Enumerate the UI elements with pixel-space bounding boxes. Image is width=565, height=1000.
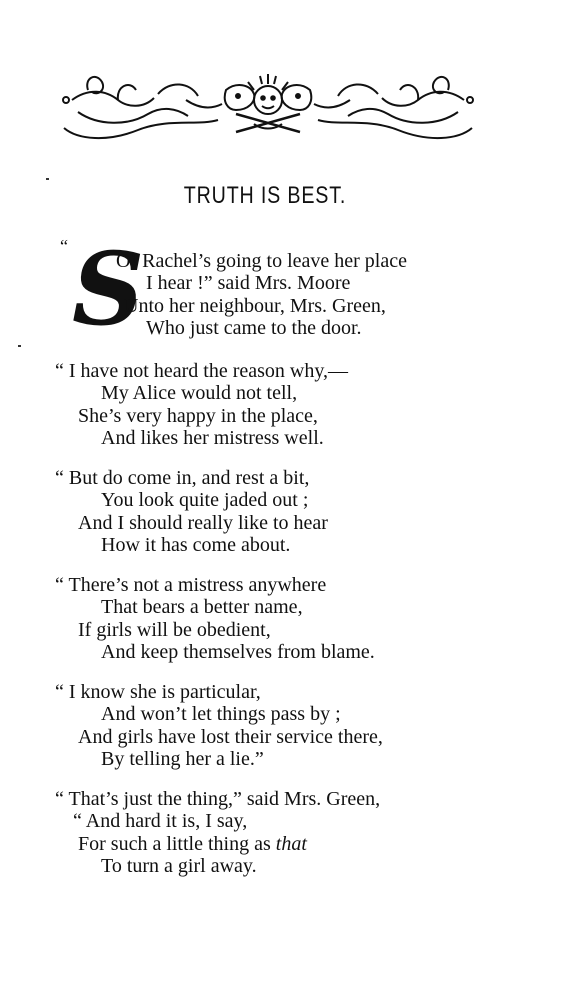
opening-quote: “ [60, 236, 68, 256]
poem-line: You look quite jaded out ; [101, 489, 309, 511]
poem-line: “ And hard it is, I say, [73, 810, 248, 832]
poem-line [78, 833, 307, 855]
poem-line: To turn a girl away. [101, 855, 257, 877]
dropcap-letter: S [72, 230, 145, 348]
dropcap-s [68, 230, 145, 348]
poem-line: “ I have not heard the reason why,— [55, 360, 349, 382]
poem-line-text: For such a little thing as [78, 833, 271, 855]
poem-line: And girls have lost their service there, [78, 726, 383, 748]
poem-line: “ I know she is particular, [55, 681, 261, 703]
poem-line: And keep themselves from blame. [101, 641, 375, 663]
speck [18, 345, 21, 347]
poem-line: Unto her neighbour, Mrs. Green, [124, 295, 386, 317]
poem-line: By telling her a lie.” [101, 748, 264, 770]
poem-line: Who just came to the door. [146, 317, 362, 339]
poem-title: TRUTH IS BEST. [183, 182, 347, 209]
poem-line: How it has come about. [101, 534, 291, 556]
poem-line: That bears a better name, [101, 596, 303, 618]
poem-line: “ There’s not a mistress anywhere [55, 574, 327, 596]
italic-word: that [275, 833, 307, 855]
poem-line: She’s very happy in the place, [78, 405, 318, 427]
poem-line: “ That’s just the thing,” said Mrs. Green, [55, 788, 381, 810]
poem-line: I hear !” said Mrs. Moore [146, 272, 351, 294]
poem-line: My Alice would not tell, [101, 382, 298, 404]
poem-line: And I should really like to hear [78, 512, 328, 534]
poem-line: And likes her mistress well. [101, 427, 324, 449]
speck [46, 178, 49, 180]
poem-line: And won’t let things pass by ; [101, 703, 341, 725]
poem-line: O! Rachel’s going to leave her place [116, 250, 407, 272]
poem-line: If girls will be obedient, [78, 619, 271, 641]
headpiece-ornament [58, 70, 478, 150]
poem-line: “ But do come in, and rest a bit, [55, 467, 310, 489]
